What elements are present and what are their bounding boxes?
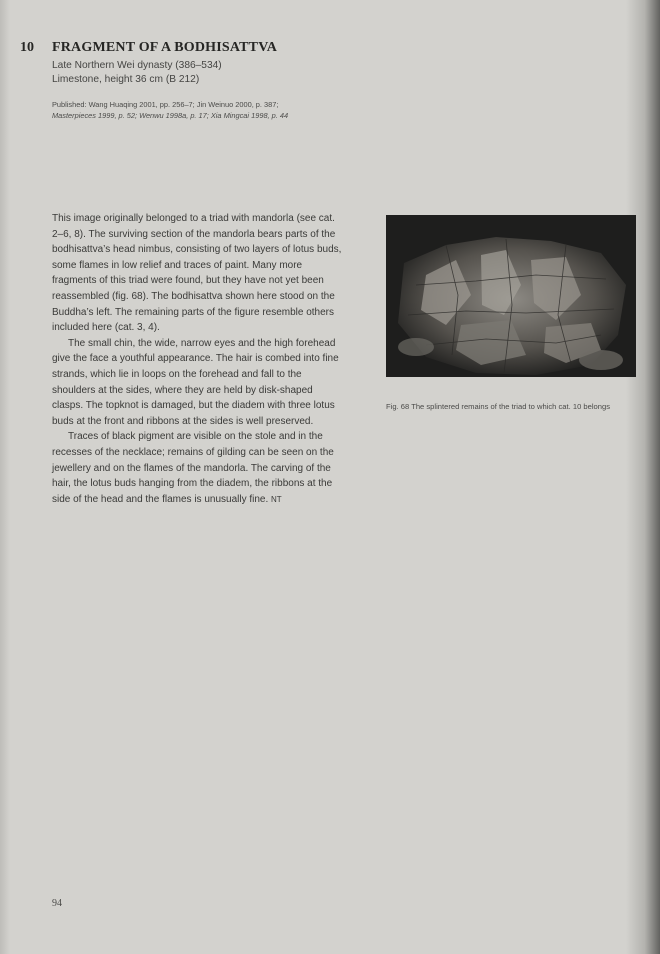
- body-paragraph: This image originally belonged to a triad with mandorla (see cat. 2–6, 8). The surviving section of the mandorla bears parts of the bodhisattva’s head nimbus, consisting of two layers of lotus buds, some flames in low relief and traces of paint. Many more fragments of this triad were found, but they have not yet been reassembled (fig. 68). The bodhisattva shown here stood on the Buddha’s left. The remaining parts of the figure resemble others included here (cat. 3, 4).: [52, 213, 342, 334]
- body-paragraph-text: Traces of black pigment are visible on the stole and in the recesses of the necklace; remains of gilding can be seen on the jewellery and on the flames of the mandorla. The carving of the hair, the lotus buds hanging from the diadem, the ribbons at the side of the head and the flames is unusually fine.: [52, 431, 334, 505]
- page-gutter-shadow: [626, 0, 660, 954]
- entry-material: Limestone, height 36 cm (B 212): [52, 74, 200, 85]
- body-paragraph: [52, 429, 342, 507]
- entry-period: Late Northern Wei dynasty (386–534): [52, 60, 222, 71]
- entry-title: FRAGMENT OF A BODHISATTVA: [52, 40, 278, 55]
- page-number: 94: [52, 898, 62, 909]
- body-text: [52, 211, 342, 507]
- triad-fragments-photo: [386, 215, 636, 377]
- page-edge-shadow-left: [0, 0, 10, 954]
- publication-references: [52, 100, 352, 121]
- body-paragraph: The small chin, the wide, narrow eyes and the high forehead give the face a youthful appearance. The hair is combed into fine strands, which lie in loops on the forehead and fall to the shoulders at the sides, where they are held by disk-shaped clasps. The topknot is damaged, but the diadem with three lotus buds at the front and ribbons at the sides is well preserved.: [52, 337, 339, 427]
- figure-photograph: [386, 215, 636, 377]
- author-initials: NT: [271, 494, 282, 504]
- figure-caption: Fig. 68 The splintered remains of the triad to which cat. 10 belongs: [386, 402, 611, 411]
- publication-line: Published: Wang Huaqing 2001, pp. 256–7; Jin Weinuo 2000, p. 387;: [52, 100, 279, 109]
- publication-line: Masterpieces 1999, p. 52; Wenwu 1998a, p. 17; Xia Mingcai 1998, p. 44: [52, 110, 289, 120]
- catalogue-number: 10: [20, 40, 34, 55]
